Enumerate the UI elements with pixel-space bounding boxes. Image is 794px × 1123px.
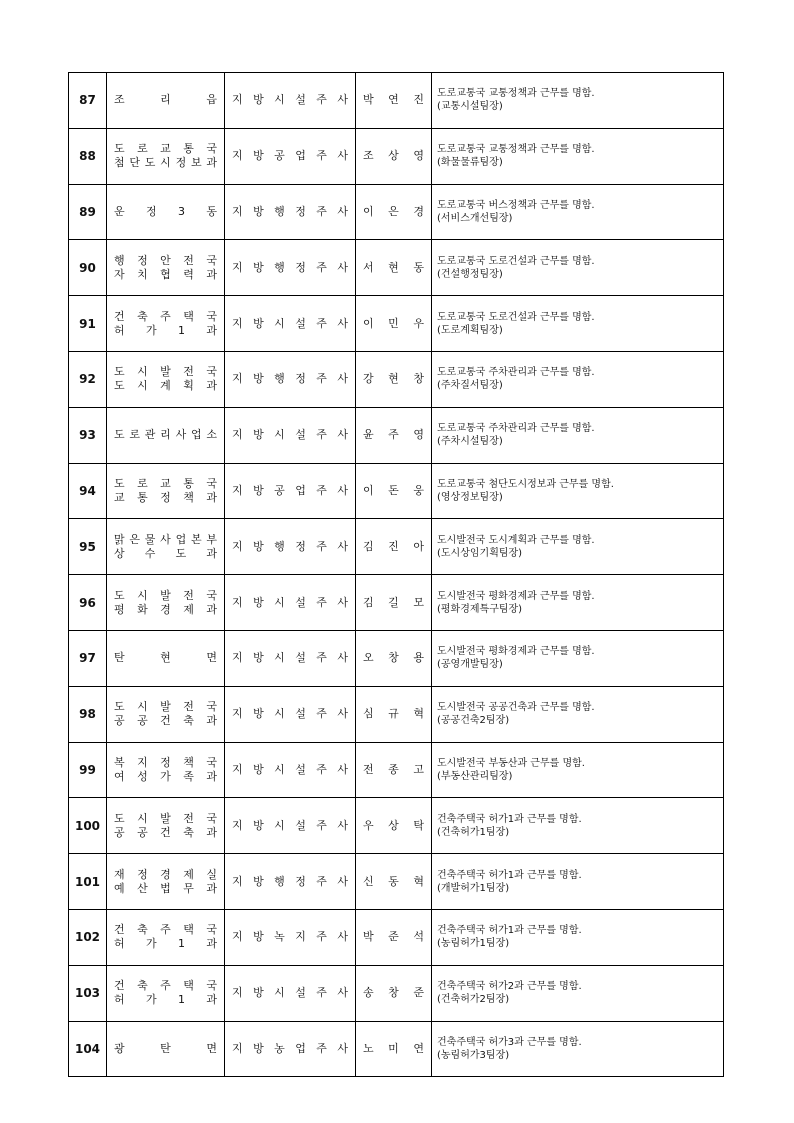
name-text: 신 동 혁 [363,874,424,888]
name-text: 김 길 모 [363,595,424,609]
job-rank [225,1021,356,1077]
table-row [69,296,724,352]
assignment-note [432,128,724,184]
assignment-note [432,575,724,631]
person-name [356,407,432,463]
assignment-note [432,184,724,240]
name-text: 강 현 창 [363,372,424,386]
assignment-note [432,630,724,686]
assignment-duty: 건축주택국 허가1과 근무를 명함. [437,813,582,825]
department-line: 교 통 정 책 과 [114,490,217,504]
assigned-team: (농림허가1팀장) [437,938,510,950]
department-line: 도 시 발 전 국 [114,811,217,825]
previous-department [107,351,225,407]
table-row [69,407,724,463]
assigned-team: (주차질서팀장) [437,380,503,392]
previous-department [107,240,225,296]
assigned-team: (주차시설팀장) [437,436,503,448]
name-text: 전 종 고 [363,762,424,776]
row-number: 95 [69,519,107,575]
row-number: 91 [69,296,107,352]
person-name [356,854,432,910]
assigned-team: (건축허가1팀장) [437,826,510,838]
name-text: 윤 주 영 [363,428,424,442]
department-line: 도 로 교 통 국 [114,142,217,156]
name-text: 우 상 탁 [363,818,424,832]
assigned-team: (교통시설팀장) [437,101,503,113]
department-line: 건 축 주 택 국 [114,979,217,993]
job-rank [225,296,356,352]
table-row [69,463,724,519]
rank-text: 지 방 시 설 주 사 [232,818,348,832]
row-number: 89 [69,184,107,240]
table-row [69,686,724,742]
assignment-note [432,742,724,798]
department-line: 건 축 주 택 국 [114,923,217,937]
department-line: 건 축 주 택 국 [114,309,217,323]
job-rank [225,798,356,854]
assignment-duty: 도시발전국 부동산과 근무를 명함. [437,757,585,769]
department-line: 도 시 발 전 국 [114,700,217,714]
department-line: 재 정 경 제 실 [114,867,217,881]
department-line: 도 로 관 리 사 업 소 [114,428,217,442]
job-rank [225,965,356,1021]
job-rank [225,240,356,296]
job-rank [225,630,356,686]
job-rank [225,909,356,965]
department-line: 도 시 계 획 과 [114,379,217,393]
rank-text: 지 방 시 설 주 사 [232,762,348,776]
previous-department [107,407,225,463]
assigned-team: (농림허가3팀장) [437,1049,510,1061]
assignment-duty: 건축주택국 허가1과 근무를 명함. [437,925,582,937]
row-number: 103 [69,965,107,1021]
rank-text: 지 방 시 설 주 사 [232,428,348,442]
assignment-duty: 도로교통국 주차관리과 근무를 명함. [437,367,595,379]
person-name [356,240,432,296]
row-number: 102 [69,909,107,965]
person-name [356,128,432,184]
assigned-team: (서비스개선팀장) [437,212,513,224]
department-line: 허 가 1 과 [114,937,217,951]
job-rank [225,854,356,910]
table-row [69,909,724,965]
assignment-duty: 건축주택국 허가1과 근무를 명함. [437,869,582,881]
rank-text: 지 방 시 설 주 사 [232,595,348,609]
person-name [356,1021,432,1077]
table-row [69,73,724,129]
table-row [69,798,724,854]
rank-text: 지 방 시 설 주 사 [232,316,348,330]
name-text: 서 현 동 [363,260,424,274]
department-line: 평 화 경 제 과 [114,602,217,616]
assigned-team: (건축허가2팀장) [437,994,510,1006]
row-number: 87 [69,73,107,129]
assignment-duty: 도시발전국 평화경제과 근무를 명함. [437,590,595,602]
personnel-assignment-table [68,72,724,1077]
rank-text: 지 방 행 정 주 사 [232,372,348,386]
assigned-team: (부동산관리팀장) [437,770,513,782]
table-row [69,519,724,575]
assigned-team: (건설행정팀장) [437,268,503,280]
person-name [356,184,432,240]
previous-department [107,128,225,184]
department-line: 첨 단 도 시 정 보 과 [114,156,217,170]
row-number: 101 [69,854,107,910]
department-line: 광 탄 면 [114,1041,217,1055]
department-line: 예 산 법 무 과 [114,881,217,895]
assignment-note [432,463,724,519]
assignment-note [432,798,724,854]
assigned-team: (개발허가1팀장) [437,882,510,894]
assignment-note [432,854,724,910]
rank-text: 지 방 공 업 주 사 [232,149,348,163]
assigned-team: (공영개발팀장) [437,659,503,671]
department-line: 복 지 정 책 국 [114,755,217,769]
person-name [356,965,432,1021]
job-rank [225,519,356,575]
assignment-duty: 도로교통국 교통정책과 근무를 명함. [437,88,595,100]
person-name [356,73,432,129]
department-line: 허 가 1 과 [114,993,217,1007]
previous-department [107,798,225,854]
assignment-duty: 도시발전국 평화경제과 근무를 명함. [437,646,595,658]
assignment-duty: 도로교통국 첨단도시정보과 근무를 명함. [437,478,614,490]
rank-text: 지 방 녹 지 주 사 [232,930,348,944]
row-number: 90 [69,240,107,296]
row-number: 88 [69,128,107,184]
department-line: 도 시 발 전 국 [114,365,217,379]
row-number: 98 [69,686,107,742]
department-line: 공 공 건 축 과 [114,825,217,839]
previous-department [107,519,225,575]
rank-text: 지 방 시 설 주 사 [232,986,348,1000]
job-rank [225,128,356,184]
row-number: 93 [69,407,107,463]
person-name [356,798,432,854]
department-line: 공 공 건 축 과 [114,714,217,728]
rank-text: 지 방 행 정 주 사 [232,874,348,888]
department-line: 자 치 협 력 과 [114,267,217,281]
name-text: 김 진 아 [363,539,424,553]
assignment-note [432,296,724,352]
table-row [69,742,724,798]
assignment-duty: 도로교통국 도로건설과 근무를 명함. [437,255,595,267]
name-text: 오 창 용 [363,651,424,665]
name-text: 심 규 혁 [363,707,424,721]
person-name [356,575,432,631]
assignment-note [432,965,724,1021]
previous-department [107,630,225,686]
assigned-team: (공공건축2팀장) [437,715,510,727]
job-rank [225,184,356,240]
name-text: 박 준 석 [363,930,424,944]
rank-text: 지 방 행 정 주 사 [232,204,348,218]
department-line: 상 수 도 과 [114,546,217,560]
table-row [69,630,724,686]
job-rank [225,686,356,742]
previous-department [107,854,225,910]
rank-text: 지 방 행 정 주 사 [232,260,348,274]
row-number: 104 [69,1021,107,1077]
department-line: 조 리 읍 [114,93,217,107]
job-rank [225,575,356,631]
person-name [356,742,432,798]
department-line: 여 성 가 족 과 [114,769,217,783]
previous-department [107,73,225,129]
table-row [69,575,724,631]
person-name [356,519,432,575]
department-line: 도 로 교 통 국 [114,476,217,490]
table-row [69,1021,724,1077]
previous-department [107,463,225,519]
job-rank [225,73,356,129]
department-line: 허 가 1 과 [114,323,217,337]
assignment-note [432,686,724,742]
person-name [356,296,432,352]
assignment-note [432,909,724,965]
name-text: 이 민 우 [363,316,424,330]
department-line: 도 시 발 전 국 [114,588,217,602]
assignment-duty: 건축주택국 허가2과 근무를 명함. [437,981,582,993]
assignment-duty: 도로교통국 도로건설과 근무를 명함. [437,311,595,323]
department-line: 맑 은 물 사 업 본 부 [114,532,217,546]
table-row [69,854,724,910]
assigned-team: (도시상임기획팀장) [437,547,523,559]
job-rank [225,463,356,519]
person-name [356,630,432,686]
assignment-note [432,351,724,407]
person-name [356,909,432,965]
assigned-team: (평화경제특구팀장) [437,603,523,615]
name-text: 이 돈 웅 [363,483,424,497]
assigned-team: (영상정보팀장) [437,491,503,503]
previous-department [107,909,225,965]
row-number: 99 [69,742,107,798]
previous-department [107,965,225,1021]
personnel-table-body [69,73,724,1077]
person-name [356,463,432,519]
rank-text: 지 방 농 업 주 사 [232,1041,348,1055]
previous-department [107,1021,225,1077]
department-line: 탄 현 면 [114,651,217,665]
job-rank [225,742,356,798]
row-number: 96 [69,575,107,631]
previous-department [107,575,225,631]
assignment-note [432,519,724,575]
previous-department [107,742,225,798]
assignment-duty: 도시발전국 공공건축과 근무를 명함. [437,702,595,714]
table-row [69,965,724,1021]
name-text: 박 연 진 [363,93,424,107]
row-number: 100 [69,798,107,854]
previous-department [107,184,225,240]
person-name [356,686,432,742]
assignment-note [432,73,724,129]
row-number: 97 [69,630,107,686]
name-text: 노 미 연 [363,1041,424,1055]
department-line: 운 정 3 동 [114,204,217,218]
rank-text: 지 방 시 설 주 사 [232,93,348,107]
row-number: 94 [69,463,107,519]
assignment-duty: 도로교통국 교통정책과 근무를 명함. [437,144,595,156]
rank-text: 지 방 시 설 주 사 [232,651,348,665]
previous-department [107,686,225,742]
row-number: 92 [69,351,107,407]
assigned-team: (화물물류팀장) [437,157,503,169]
rank-text: 지 방 행 정 주 사 [232,539,348,553]
table-row [69,184,724,240]
assignment-duty: 도로교통국 버스정책과 근무를 명함. [437,199,595,211]
rank-text: 지 방 공 업 주 사 [232,483,348,497]
job-rank [225,407,356,463]
assignment-duty: 도로교통국 주차관리과 근무를 명함. [437,423,595,435]
name-text: 이 은 경 [363,204,424,218]
person-name [356,351,432,407]
assignment-duty: 건축주택국 허가3과 근무를 명함. [437,1036,582,1048]
assignment-note [432,1021,724,1077]
assignment-note [432,407,724,463]
assignment-duty: 도시발전국 도시계획과 근무를 명함. [437,534,595,546]
table-row [69,351,724,407]
name-text: 송 창 준 [363,986,424,1000]
table-row [69,128,724,184]
job-rank [225,351,356,407]
assignment-note [432,240,724,296]
table-row [69,240,724,296]
previous-department [107,296,225,352]
name-text: 조 상 영 [363,149,424,163]
rank-text: 지 방 시 설 주 사 [232,707,348,721]
department-line: 행 정 안 전 국 [114,253,217,267]
assigned-team: (도로계획팀장) [437,324,503,336]
